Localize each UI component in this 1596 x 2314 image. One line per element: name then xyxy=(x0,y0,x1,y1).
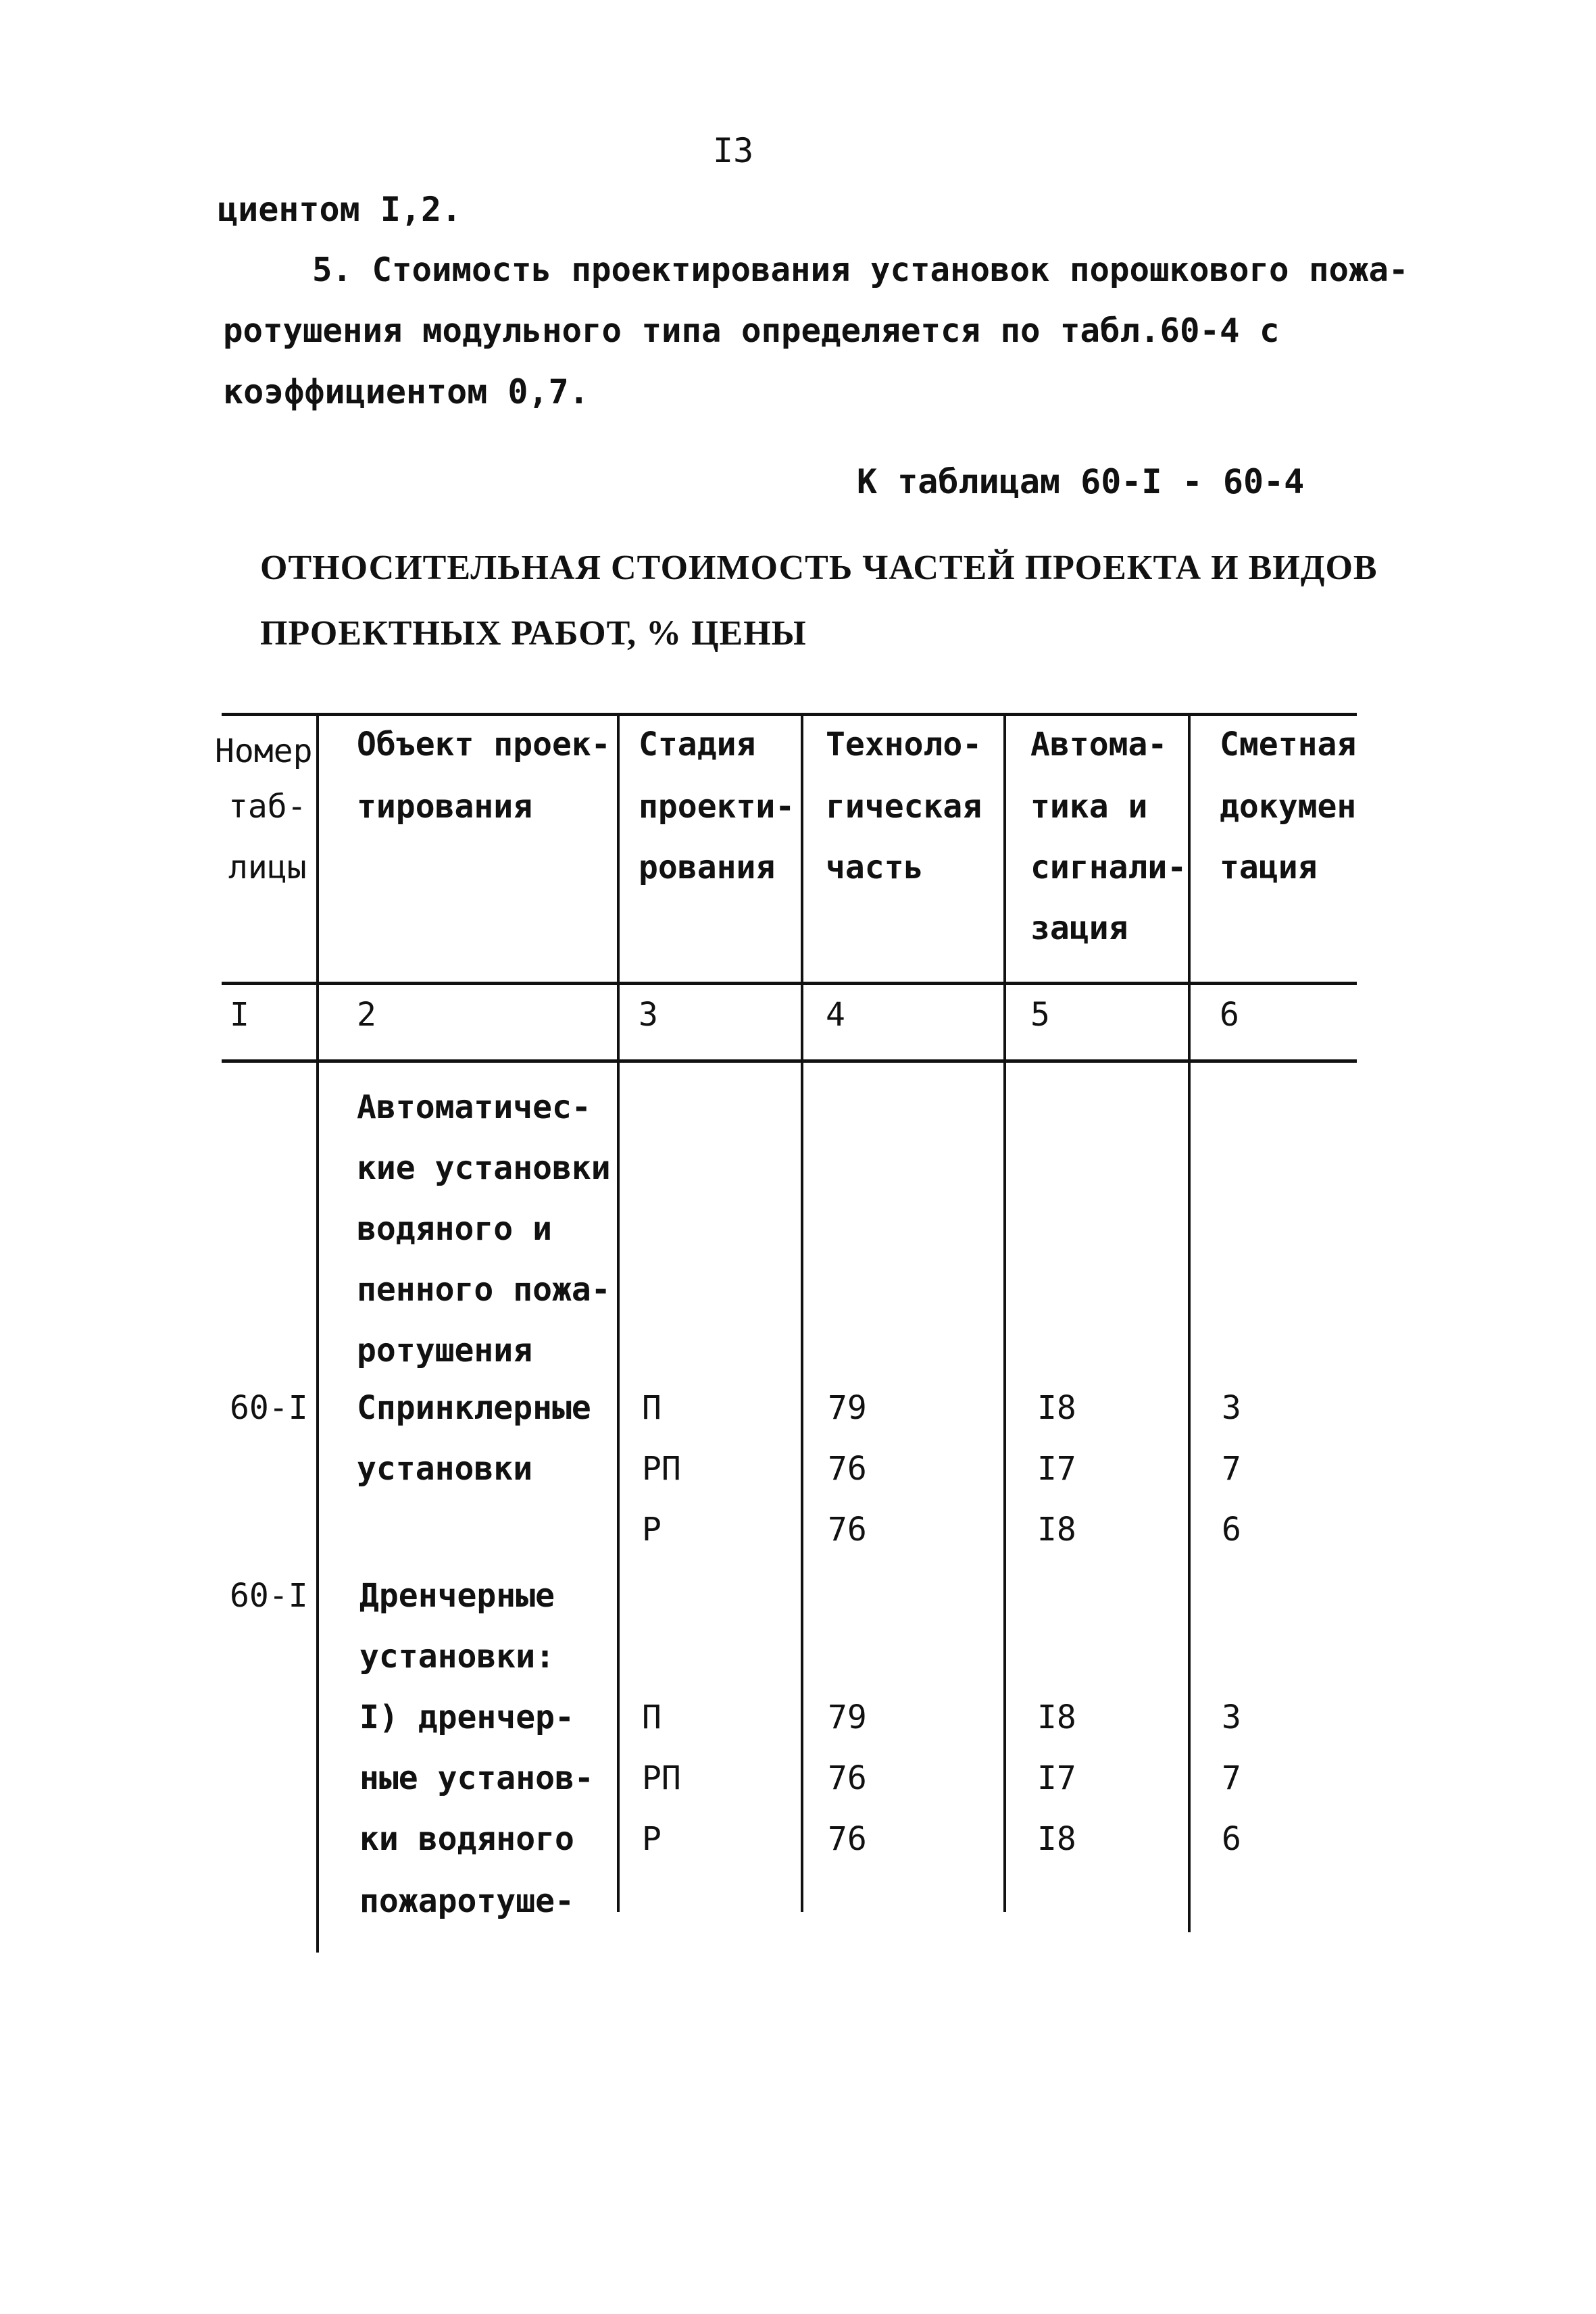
group2-row2-stage: РП xyxy=(642,1759,681,1797)
group1-object-line1: Спринклерные xyxy=(357,1389,591,1427)
group1-row1-tech: 79 xyxy=(828,1389,867,1427)
header-col1-line2: таб- xyxy=(228,788,307,826)
paragraph-item5-line2: ротушения модульного типа определяется по табл.60-4 с xyxy=(223,311,1280,350)
group2-object-line5: ки водяного xyxy=(359,1820,574,1858)
group1-title-line4: пенного пожа- xyxy=(357,1271,611,1309)
group1-row2-smeta: 7 xyxy=(1222,1450,1241,1488)
group2-object-line6: пожаротуше- xyxy=(359,1882,574,1920)
group1-table-number: 60-I xyxy=(230,1389,308,1427)
group2-row3-smeta: 6 xyxy=(1222,1820,1241,1858)
group1-row3-auto: I8 xyxy=(1037,1511,1076,1549)
group2-row3-stage: Р xyxy=(642,1820,662,1858)
group2-object-line1: Дренчерные xyxy=(359,1577,555,1615)
group1-title-line1: Автоматичес- xyxy=(357,1088,591,1126)
table-top-rule xyxy=(222,713,1357,716)
group1-row1-stage: П xyxy=(642,1389,662,1427)
group1-row3-tech: 76 xyxy=(828,1511,867,1549)
group2-table-number: 60-I xyxy=(230,1577,308,1615)
group2-row2-auto: I7 xyxy=(1037,1759,1076,1797)
group2-object-line2: установки: xyxy=(359,1638,555,1676)
group2-row2-smeta: 7 xyxy=(1222,1759,1241,1797)
col-divider-2 xyxy=(617,716,620,1912)
group2-row1-tech: 79 xyxy=(828,1699,867,1736)
header-col4-line3: часть xyxy=(826,849,924,886)
group2-row3-auto: I8 xyxy=(1037,1820,1076,1858)
group1-title-line3: водяного и xyxy=(357,1210,552,1248)
table-heading-line2: ПРОЕКТНЫХ РАБОТ, % ЦЕНЫ xyxy=(260,614,807,653)
group2-row2-tech: 76 xyxy=(828,1759,867,1797)
header-col3-line2: проекти- xyxy=(639,788,795,826)
header-col5-line2: тика и xyxy=(1030,788,1148,826)
group2-row1-smeta: 3 xyxy=(1222,1699,1241,1736)
group1-row2-tech: 76 xyxy=(828,1450,867,1488)
group2-object-line3: I) дренчер- xyxy=(359,1699,574,1736)
colnum-3: 3 xyxy=(639,996,658,1034)
header-col1-line3: лицы xyxy=(228,849,307,886)
colnum-6: 6 xyxy=(1220,996,1239,1034)
colnum-1: I xyxy=(230,996,249,1034)
group1-row3-stage: Р xyxy=(642,1511,662,1549)
group2-row1-auto: I8 xyxy=(1037,1699,1076,1736)
header-col5-line3: сигнали- xyxy=(1030,849,1187,886)
header-col3-line1: Стадия xyxy=(639,726,756,763)
table-colnum-bottom-rule xyxy=(222,1059,1357,1063)
header-col6-line1: Сметная xyxy=(1220,726,1357,763)
group1-title-line5: ротушения xyxy=(357,1332,533,1369)
page-number: I3 xyxy=(713,131,754,170)
table-reference: К таблицам 60-I - 60-4 xyxy=(857,462,1305,501)
colnum-4: 4 xyxy=(826,996,845,1034)
group1-row2-stage: РП xyxy=(642,1450,681,1488)
col-divider-3 xyxy=(801,716,803,1912)
group1-row1-auto: I8 xyxy=(1037,1389,1076,1427)
header-col5-line4: зация xyxy=(1030,909,1128,947)
group2-object-line4: ные установ- xyxy=(359,1759,594,1797)
header-col2-line2: тирования xyxy=(357,788,533,826)
header-col5-line1: Автома- xyxy=(1030,726,1168,763)
colnum-2: 2 xyxy=(357,996,376,1034)
group1-row2-auto: I7 xyxy=(1037,1450,1076,1488)
group2-row3-tech: 76 xyxy=(828,1820,867,1858)
header-col6-line2: докумен xyxy=(1220,788,1357,826)
col-divider-4 xyxy=(1003,716,1006,1912)
table-heading-line1: ОТНОСИТЕЛЬНАЯ СТОИМОСТЬ ЧАСТЕЙ ПРОЕКТА И ВИДОВ xyxy=(260,549,1378,587)
header-col2-line1: Объект проек- xyxy=(357,726,611,763)
header-col4-line1: Техноло- xyxy=(826,726,982,763)
group1-title-line2: кие установки xyxy=(357,1149,611,1187)
col-divider-1 xyxy=(316,716,319,1953)
paragraph-continuation: циентом I,2. xyxy=(218,190,462,229)
paragraph-item5-line3: коэффициентом 0,7. xyxy=(223,372,589,411)
col-divider-5 xyxy=(1188,716,1191,1932)
header-col6-line3: тация xyxy=(1220,849,1318,886)
header-col4-line2: гическая xyxy=(826,788,982,826)
group1-row1-smeta: 3 xyxy=(1222,1389,1241,1427)
group1-object-line2: установки xyxy=(357,1450,533,1488)
group2-row1-stage: П xyxy=(642,1699,662,1736)
paragraph-item5-line1: 5. Стоимость проектирования установок порошкового пожа- xyxy=(312,251,1409,289)
header-col3-line3: рования xyxy=(639,849,776,886)
group1-row3-smeta: 6 xyxy=(1222,1511,1241,1549)
header-col1-line1: Номер xyxy=(215,732,313,770)
table-header-bottom-rule xyxy=(222,982,1357,985)
colnum-5: 5 xyxy=(1030,996,1050,1034)
